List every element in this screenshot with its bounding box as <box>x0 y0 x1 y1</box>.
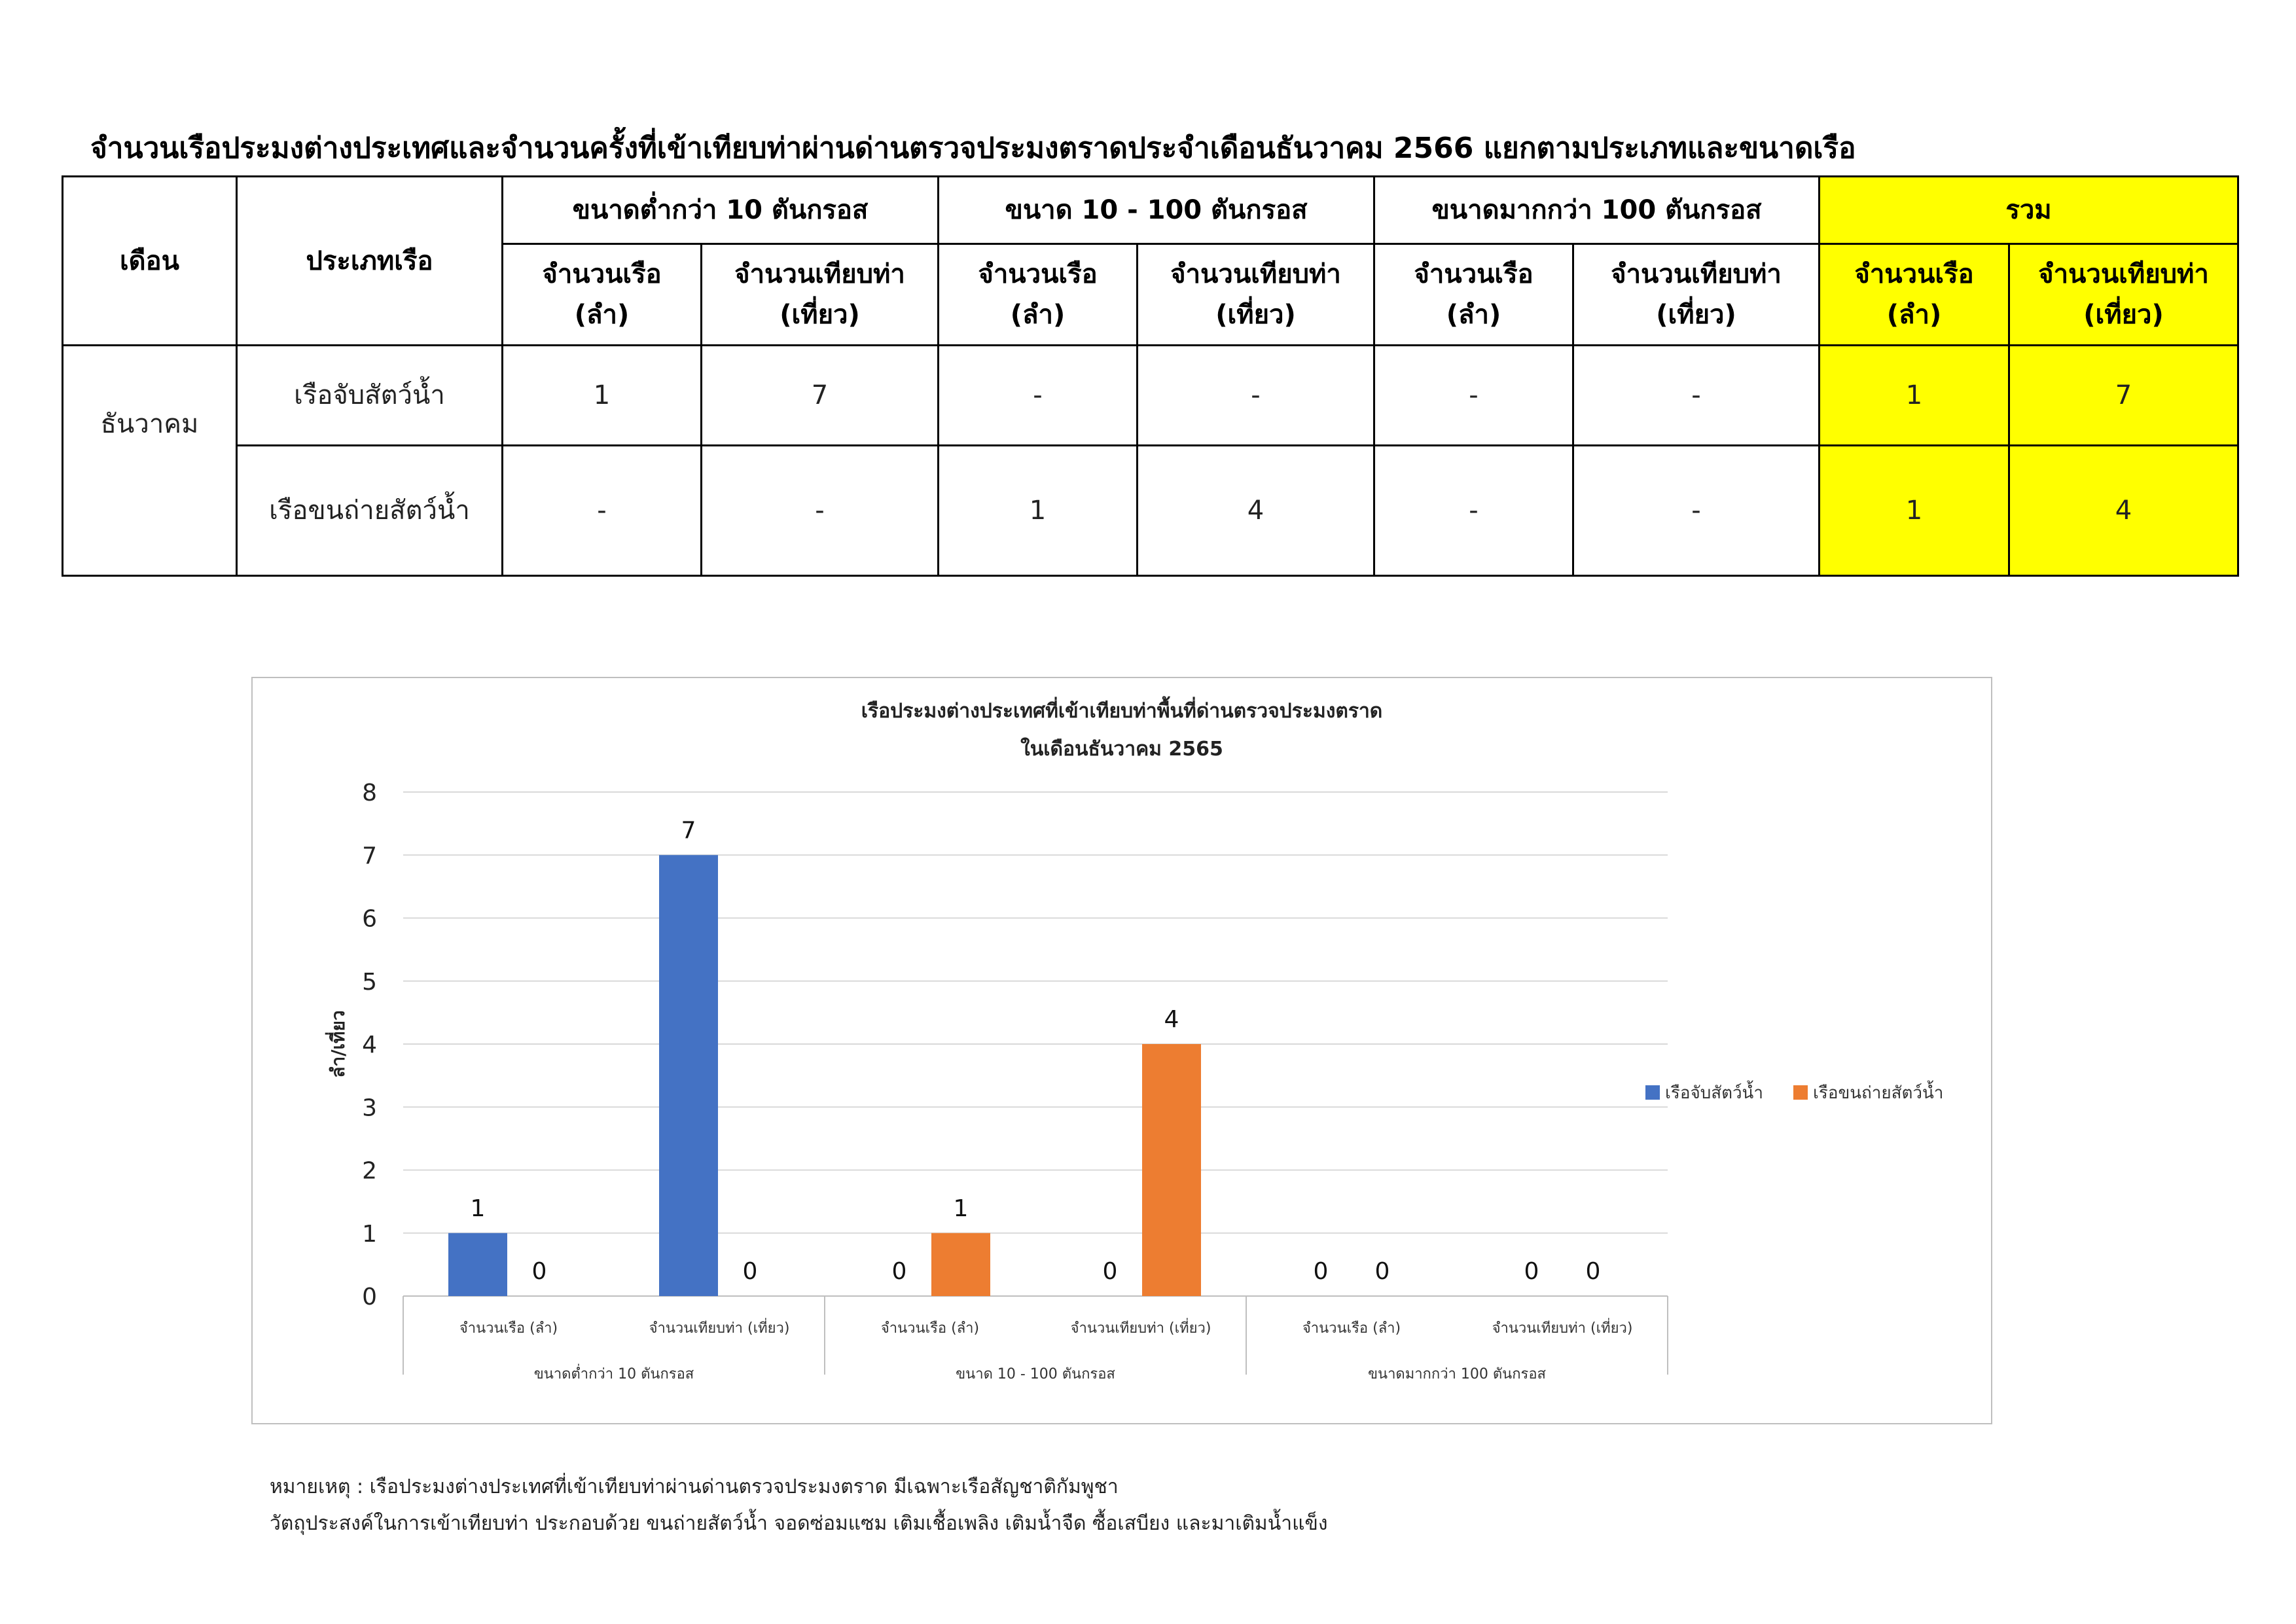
subheader-trips: จำนวนเทียบท่า (เที่ยว) <box>1573 244 1820 346</box>
subheader-boats: จำนวนเรือ (ลำ) <box>939 244 1138 346</box>
total-value-cell: 1 <box>1820 446 2009 576</box>
header-group-over-100: ขนาดมากกว่า 100 ตันกรอส <box>1374 177 1820 244</box>
table-row <box>63 346 2238 446</box>
bar <box>931 1233 990 1296</box>
header-month: เดือน <box>63 177 237 346</box>
value-cell: - <box>1374 346 1573 446</box>
value-cell: - <box>702 446 939 576</box>
report-title: จำนวนเรือประมงต่างประเทศและจำนวนครั้งที่เข้าเทียบท่าผ่านด่านตรวจประมงตราดประจำเดือนธันวาคม 2566 แยกตามประเภทและขนาดเรือ <box>90 132 1856 165</box>
x-group-label: ขนาดมากกว่า 100 ตันกรอส <box>1367 1366 1547 1382</box>
x-category-label: จำนวนเทียบท่า (เที่ยว) <box>649 1320 790 1337</box>
legend-label: เรือจับสัตว์น้ำ <box>1665 1083 1763 1103</box>
x-group-label: ขนาด 10 - 100 ตันกรอส <box>956 1366 1115 1382</box>
data-label: 0 <box>1313 1258 1329 1285</box>
value-cell: - <box>1573 346 1820 446</box>
chart-title: เรือประมงต่างประเทศที่เข้าเทียบท่าพื้นที่ด่านตรวจประมงตราด <box>861 700 1383 723</box>
data-label: 0 <box>531 1258 547 1285</box>
subheader-boats: จำนวนเรือ (ลำ) <box>1374 244 1573 346</box>
value-cell: 7 <box>702 346 939 446</box>
data-label: 0 <box>1524 1258 1539 1285</box>
data-label: 1 <box>953 1195 969 1222</box>
data-label: 0 <box>891 1258 907 1285</box>
x-category-label: จำนวนเรือ (ลำ) <box>1302 1320 1401 1337</box>
subheader-trips: จำนวนเทียบท่า (เที่ยว) <box>1138 244 1374 346</box>
y-tick-label: 6 <box>362 905 377 933</box>
chart-subtitle: ในเดือนธันวาคม 2565 <box>1020 738 1223 761</box>
month-cell: ธันวาคม <box>63 346 237 576</box>
value-cell: 1 <box>503 346 702 446</box>
data-label: 0 <box>1102 1258 1118 1285</box>
subheader-total-boats: จำนวนเรือ (ลำ) <box>1820 244 2009 346</box>
y-tick-label: 0 <box>362 1284 377 1310</box>
value-cell: - <box>1138 346 1374 446</box>
data-label: 0 <box>1585 1258 1601 1285</box>
x-group-label: ขนาดต่ำกว่า 10 ตันกรอส <box>533 1366 694 1382</box>
x-category-label: จำนวนเรือ (ลำ) <box>459 1320 558 1337</box>
header-boat-type: ประเภทเรือ <box>237 177 503 346</box>
value-cell: - <box>1374 446 1573 576</box>
y-axis-label: ลำ/เที่ยว <box>327 1010 349 1078</box>
data-label: 1 <box>470 1195 486 1222</box>
note-line-2: วัตถุประสงค์ในการเข้าเทียบท่า ประกอบด้วย ขนถ่ายสัตว์น้ำ จอดซ่อมแซม เติมเชื้อเพลิง เติมน้ำจืด ซื้อเสบียง และมาเติมน้ำแข็ง <box>270 1512 1328 1535</box>
y-tick-label: 4 <box>362 1032 377 1058</box>
y-tick-label: 3 <box>362 1094 377 1122</box>
y-tick-label: 2 <box>362 1157 377 1185</box>
header-group-total: รวม <box>1820 177 2238 244</box>
note-line-1: หมายเหตุ : เรือประมงต่างประเทศที่เข้าเทียบท่าผ่านด่านตรวจประมงตราด มีเฉพาะเรือสัญชาติกัมพูชา <box>270 1475 1119 1498</box>
legend-swatch <box>1793 1085 1808 1100</box>
value-cell: - <box>503 446 702 576</box>
table-row <box>63 446 2238 576</box>
x-category-label: จำนวนเทียบท่า (เที่ยว) <box>1492 1320 1633 1337</box>
data-label: 0 <box>1374 1258 1390 1285</box>
data-label: 0 <box>742 1258 758 1285</box>
y-tick-label: 1 <box>362 1220 377 1248</box>
total-value-cell: 4 <box>2009 446 2238 576</box>
value-cell: - <box>939 346 1138 446</box>
subheader-boats: จำนวนเรือ (ลำ) <box>503 244 702 346</box>
bar <box>659 855 718 1296</box>
y-tick-label: 8 <box>362 780 377 806</box>
value-cell: 1 <box>939 446 1138 576</box>
header-group-under-10: ขนาดต่ำกว่า 10 ตันกรอส <box>503 177 939 244</box>
data-label: 4 <box>1164 1006 1179 1033</box>
boat-type-cell: เรือจับสัตว์น้ำ <box>237 346 503 446</box>
data-label: 7 <box>681 817 696 844</box>
boat-type-cell: เรือขนถ่ายสัตว์น้ำ <box>237 446 503 576</box>
subheader-total-trips: จำนวนเทียบท่า (เที่ยว) <box>2009 244 2238 346</box>
header-group-10-100: ขนาด 10 - 100 ตันกรอส <box>939 177 1374 244</box>
legend-label: เรือขนถ่ายสัตว์น้ำ <box>1813 1083 1944 1103</box>
bar <box>448 1233 507 1296</box>
value-cell: - <box>1573 446 1820 576</box>
chart-frame <box>251 677 1992 1424</box>
report-table <box>62 175 2239 577</box>
x-category-label: จำนวนเรือ (ลำ) <box>880 1320 980 1337</box>
y-tick-label: 7 <box>362 842 377 870</box>
subheader-trips: จำนวนเทียบท่า (เที่ยว) <box>702 244 939 346</box>
bar <box>1142 1044 1201 1296</box>
value-cell: 4 <box>1138 446 1374 576</box>
bar-chart <box>253 678 1991 1423</box>
total-value-cell: 7 <box>2009 346 2238 446</box>
total-value-cell: 1 <box>1820 346 2009 446</box>
legend-swatch <box>1645 1085 1660 1100</box>
y-tick-label: 5 <box>362 968 377 996</box>
x-category-label: จำนวนเทียบท่า (เที่ยว) <box>1070 1320 1211 1337</box>
